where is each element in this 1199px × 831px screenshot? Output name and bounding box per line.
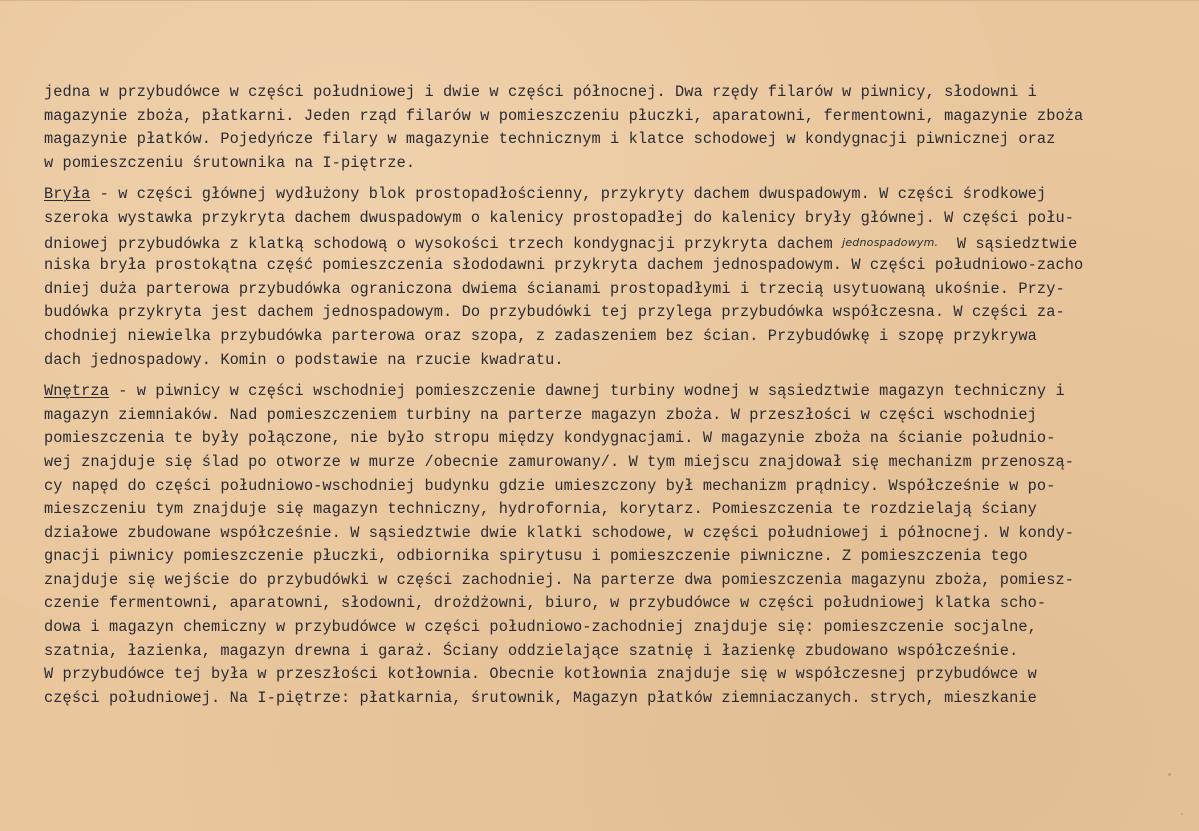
section-heading-bryla: Bryła: [44, 185, 91, 204]
text-line: cy napęd do części południowo-wschodniej budynku gdzie umieszczony był mechanizm prądnicy. Współcześnie w po-: [44, 476, 1056, 495]
text-run: niska bryła prostokątna część pomieszczenia słodo: [44, 256, 499, 275]
text-line: gnacji piwnicy pomieszczenie płuczki, odbiornika spirytusu i pomieszczenie piwniczne. Z pomieszczenia tego: [44, 547, 1028, 566]
text-line: szeroka wystawka przykryta dachem dwuspadowym o kalenicy prostopadłej do kalenicy bryły głównej. W części połu-: [44, 208, 1075, 227]
text-line: budówka przykryta jest dachem jednospadowym. Do przybudówki tej przylega przybudówka współczesna. W części za-: [44, 303, 1065, 322]
text-line: pomieszczenia te były połączone, nie było stropu między kondygnacjami. W magazynie zboża na ścianie południo-: [44, 429, 1056, 448]
text-line: chodniej niewielka przybudówka parterowa oraz szopa, z zadaszeniem bez ścian. Przybudówkę i szopę przykrywa: [44, 326, 1037, 345]
text-line: [44, 380, 1194, 404]
text-line: wej znajduje się ślad po otworze w murze /obecnie zamurowany/. W tym miejscu znajdował się mechanizm przenoszą-: [44, 452, 1075, 471]
paragraph-wnetrza: [44, 380, 1194, 710]
paper-speck: [1181, 813, 1183, 815]
text-line: dach jednospadowy. Komin o podstawie na rzucie kwadratu.: [44, 350, 564, 369]
text-line: dniej duża parterowa przybudówka ograniczona dwiema ścianami prostopadłymi i trzecią usytuowaną ukośnie. Przy-: [44, 279, 1065, 298]
text-line: mieszczeniu tym znajduje się magazyn techniczny, hydrofornia, korytarz. Pomieszczenia te rozdzielają ściany: [44, 500, 1037, 519]
paper-speck: [1168, 773, 1171, 776]
text-line: dowa i magazyn chemiczny w przybudówce w części południowo-zachodniej znajduje się: pomieszczenie socjalne,: [44, 618, 1037, 637]
text-line: magazynie zboża, płatkarni. Jeden rząd filarów w pomieszczeniu płuczki, aparatowni, fermentowni, magazynie zboża: [44, 106, 1084, 125]
text-line: magazyn ziemniaków. Nad pomieszczeniem turbiny na parterze magazyn zboża. W przeszłości w części wschodniej: [44, 405, 1037, 424]
text-line: [44, 231, 1194, 255]
text-run: dniowej przybudówka z klatką schodową o wysokości trzech kondygnacji przykryta dachem: [44, 234, 843, 253]
text-line: jedna w przybudówce w części południowej i dwie w części północnej. Dwa rzędy filarów w piwnicy, słodowni i: [44, 83, 1037, 101]
text-line: w pomieszczeniu śrutownika na I-piętrze.: [44, 153, 416, 172]
text-run: W sąsiedztwie: [938, 234, 1078, 253]
text-line: W przybudówce tej była w przeszłości kotłownia. Obecnie kotłownia znajduje się w współczesnej przybudówce w: [44, 665, 1037, 684]
text-line: działowe zbudowane współcześnie. W sąsiedztwie dwie klatki schodowe, w części południowej i północnej. W kondy-: [44, 523, 1075, 542]
paragraph-intro: [44, 81, 1194, 175]
text-line: [44, 254, 1194, 278]
text-line: czenie fermentowni, aparatowni, słodowni, drożdżowni, biuro, w przybudówce w części południowej klatka scho-: [44, 594, 1047, 613]
paper-speck: [180, 605, 182, 607]
text-line: szatnia, łazienka, magazyn drewna i garaż. Ściany oddzielające szatnię i łazienkę zbudowano współcześnie.: [44, 641, 1019, 660]
text-line: znajduje się wejście do przybudówki w części zachodniej. Na parterze dwa pomieszczenia magazynu zboża, pomiesz-: [44, 570, 1075, 589]
text-run: - w piwnicy w części wschodniej pomieszczenie dawnej turbiny wodnej w sąsiedztwie magazyn techniczny i: [108, 382, 1065, 401]
paragraph-bryla: [44, 183, 1194, 372]
handwritten-insertion: jednospadowym.: [842, 235, 939, 249]
text-line: magazynie płatków. Pojedyńcze filary w magazynie technicznym i klatce schodowej w kondygnacji piwnicznej oraz: [44, 130, 1056, 149]
overtyped-text: dawni: [498, 256, 546, 275]
text-run: - w części głównej wydłużony blok prostopadłościenny, przykryty dachem dwuspadowym. W części środkowej: [90, 185, 1047, 204]
section-heading-wnetrza: Wnętrza: [44, 382, 109, 401]
text-line: [44, 183, 1194, 207]
text-line: części południowej. Na I-piętrze: płatkarnia, śrutownik, Magazyn płatków ziemniaczanych. strych, mieszkanie: [44, 688, 1037, 707]
document-body: [44, 81, 1194, 710]
text-run: przykryta dachem jednospadowym. W części południowo-zacho: [545, 256, 1084, 275]
